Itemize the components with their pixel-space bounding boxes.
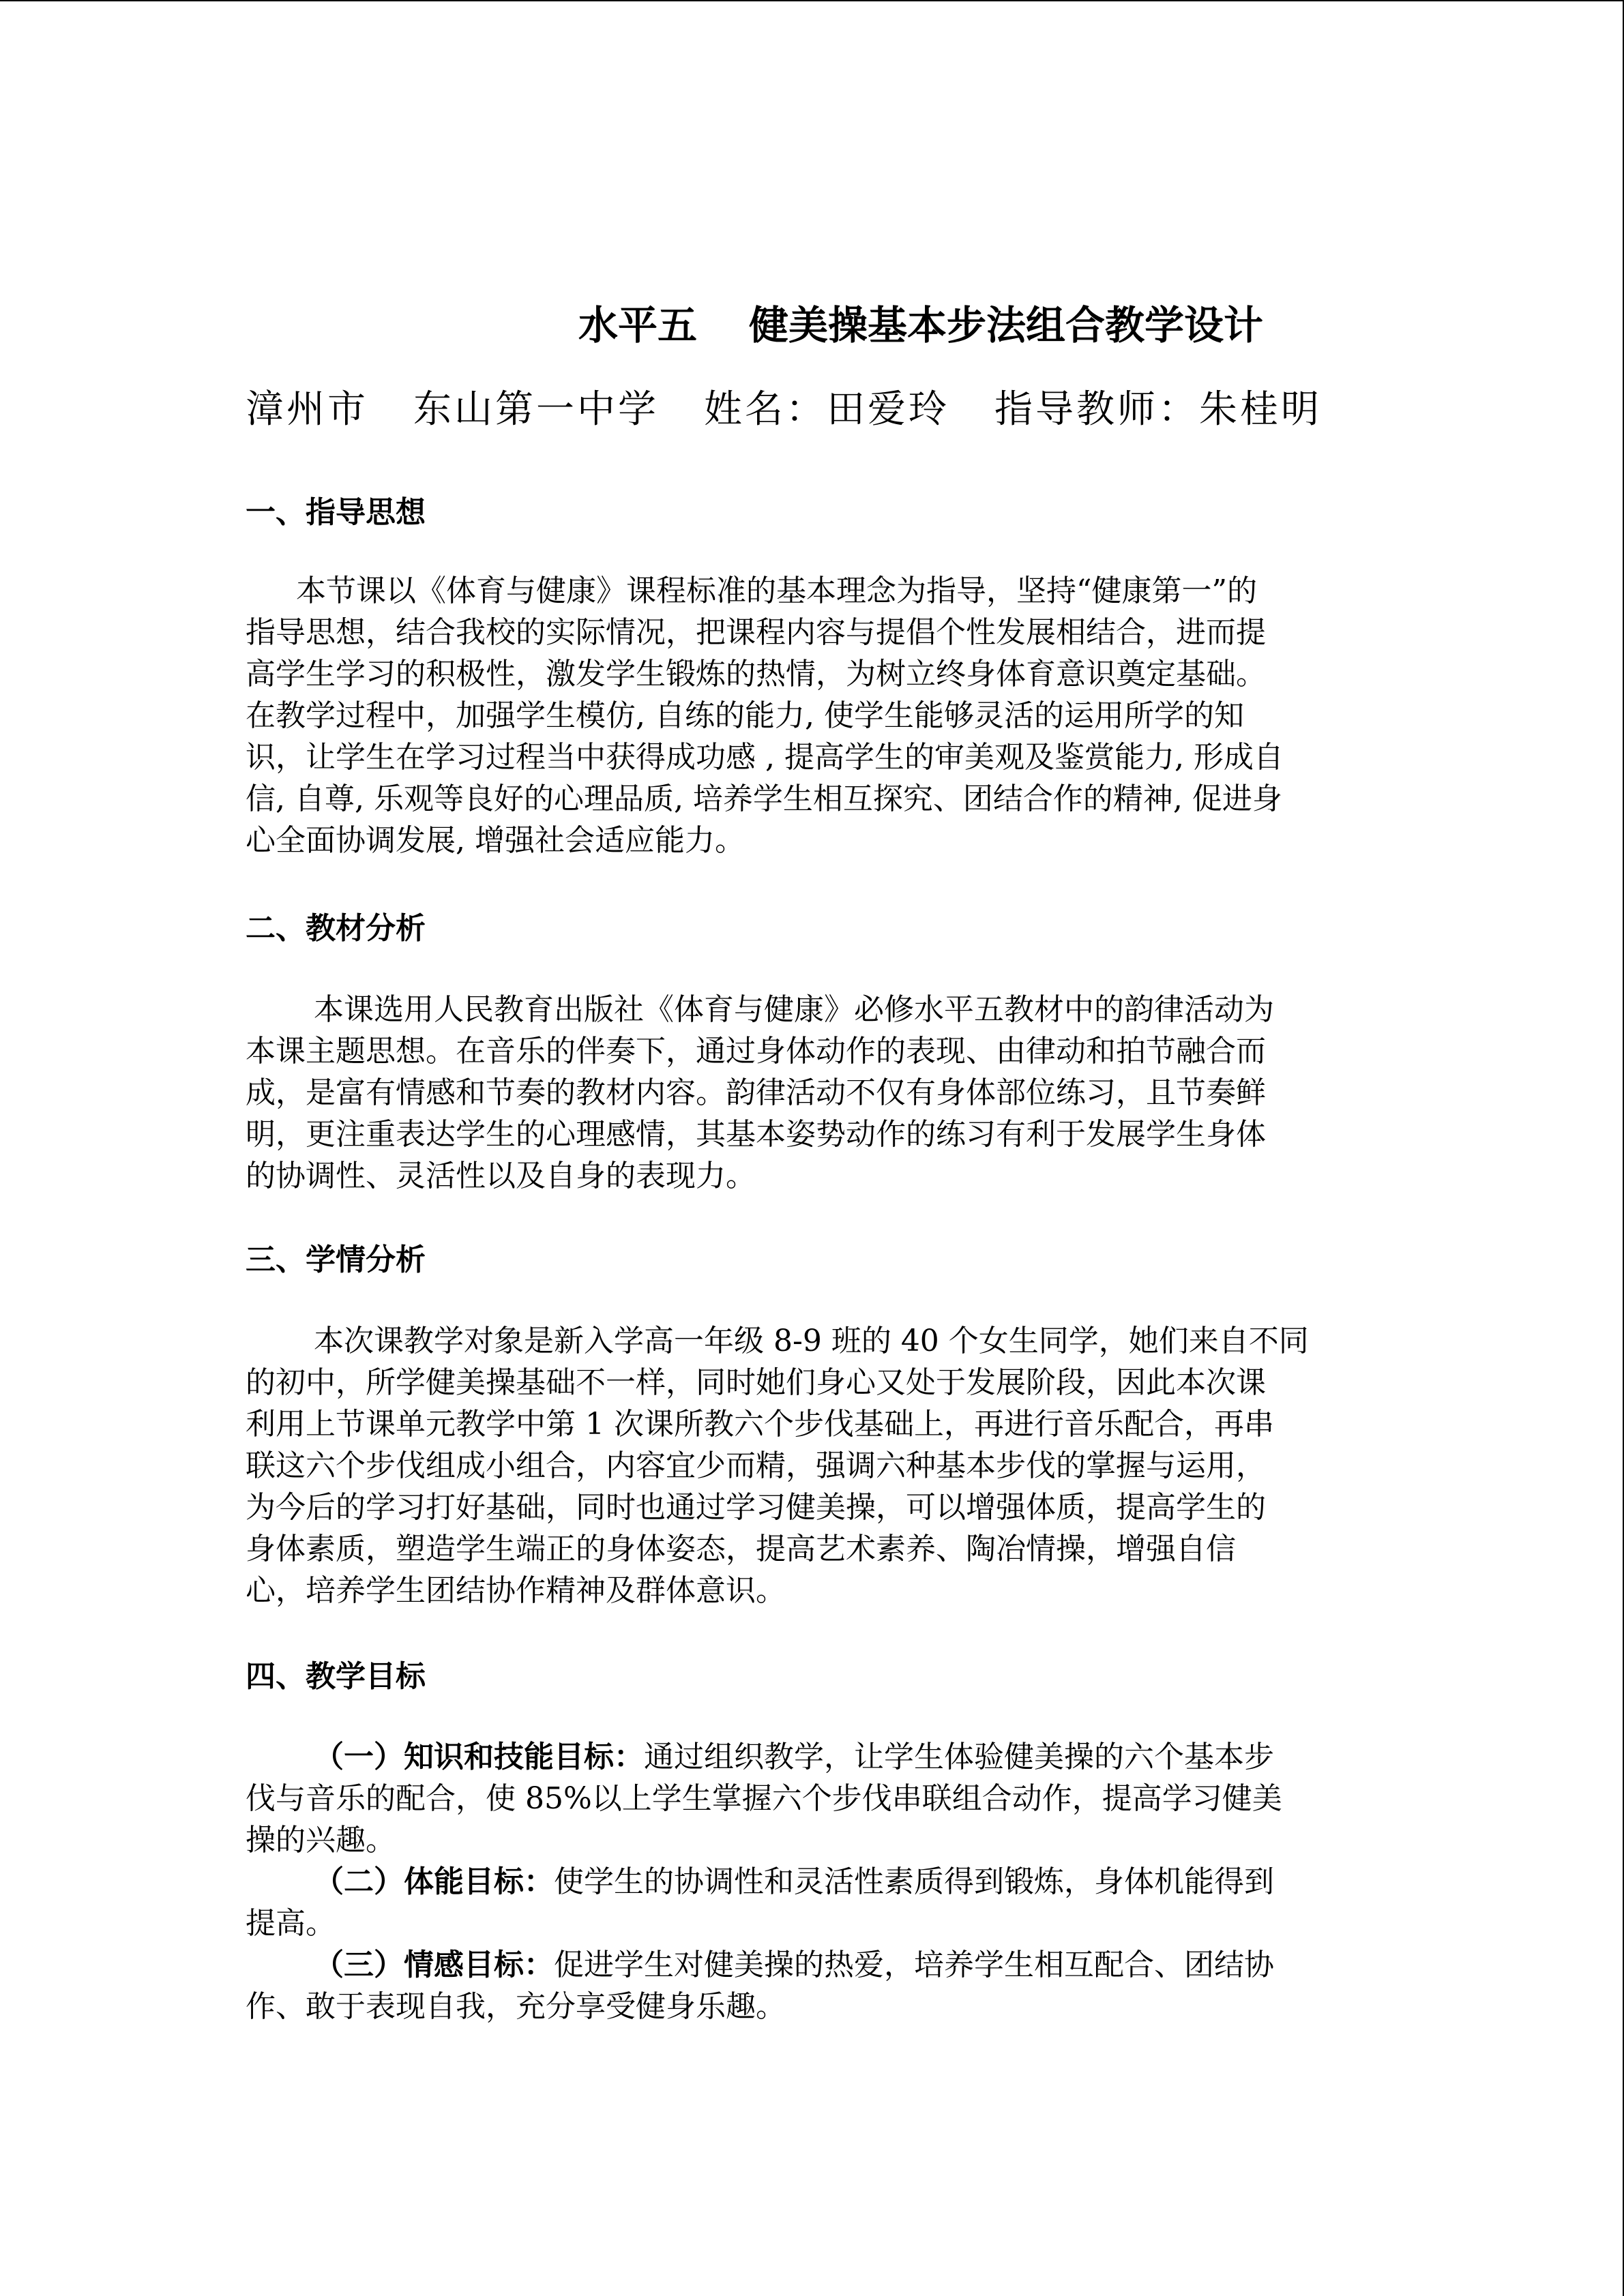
page-border-top [0, 0, 1624, 1]
subtitle-advisor: 指导教师：朱桂明 [994, 387, 1322, 432]
paragraph-line: 利用上节课单元教学中第 1 次课所教六个步伐基础上，再进行音乐配合，再串 [246, 1407, 1274, 1442]
paragraph-line: 高学生学习的积极性，激发学生锻炼的热情，为树立终身体育意识奠定基础。 [246, 657, 1266, 691]
objective-knowledge-skills [246, 1736, 1378, 1778]
paragraph-line: 联这六个步伐组成小组合，内容宜少而精，强调六种基本步伐的掌握与运用， [246, 1448, 1266, 1483]
paragraph-line: 伐与音乐的配合，使 85%以上学生掌握六个步伐串联组合动作，提高学习健美 [246, 1781, 1282, 1816]
paragraph-line: 作、敢于表现自我，充分享受健身乐趣。 [246, 1989, 786, 2024]
title-name: 健美操基本步法组合教学设计 [749, 302, 1264, 348]
section-heading-teaching-objectives: 四、教学目标 [246, 1659, 426, 1694]
paragraph-line: 识，让学生在学习过程当中获得成功感 , 提高学生的审美观及鉴赏能力, 形成自 [246, 740, 1284, 775]
section-paragraph-material-analysis [246, 989, 1378, 1197]
paragraph-line: 操的兴趣。 [246, 1823, 396, 1858]
paragraph-line: 心，培养学生团结协作精神及群体意识。 [246, 1573, 786, 1608]
paragraph-line: 本课选用人民教育出版社《体育与健康》必修水平五教材中的韵律活动为 [314, 992, 1274, 1027]
section-heading-student-analysis: 三、学情分析 [246, 1242, 426, 1277]
paragraph-line: 本节课以《体育与健康》课程标准的基本理念为指导，坚持“健康第一”的 [296, 573, 1257, 608]
document-subtitle [246, 379, 1596, 441]
objective-text: 通过组织教学，让学生体验健美操的六个基本步 [644, 1740, 1274, 1774]
paragraph-line: 身体素质，塑造学生端正的身体姿态，提高艺术素养、陶冶情操，增强自信 [246, 1532, 1236, 1566]
section-paragraph-teaching-objectives [246, 1736, 1378, 2027]
paragraph-line: 成，是富有情感和节奏的教材内容。韵律活动不仅有身体部位练习，且节奏鲜 [246, 1075, 1266, 1110]
paragraph-line: 的协调性、灵活性以及自身的表现力。 [246, 1159, 756, 1193]
section-heading-guiding-ideology: 一、指导思想 [246, 495, 426, 530]
objective-emotional [246, 1944, 1378, 1986]
paragraph-line: 信, 自尊, 乐观等良好的心理品质, 培养学生相互探究、团结合作的精神, 促进身 [246, 781, 1282, 816]
paragraph-line: 的初中，所学健美操基础不一样，同时她们身心又处于发展阶段，因此本次课 [246, 1365, 1266, 1400]
section-heading-material-analysis: 二、教材分析 [246, 911, 426, 946]
paragraph-line: 指导思想，结合我校的实际情况，把课程内容与提倡个性发展相结合，进而提 [246, 615, 1266, 650]
objective-physical-fitness [246, 1861, 1378, 1903]
document-title [246, 295, 1596, 356]
paragraph-line: 本课主题思想。在音乐的伴奏下，通过身体动作的表现、由律动和拍节融合而 [246, 1034, 1266, 1069]
paragraph-line: 提高。 [246, 1906, 336, 1941]
objective-label: （二）体能目标： [314, 1864, 554, 1899]
subtitle-city: 漳州市 [246, 387, 368, 432]
section-paragraph-student-analysis [246, 1320, 1378, 1611]
objective-text: 使学生的协调性和灵活性素质得到锻炼，身体机能得到 [554, 1864, 1274, 1899]
section-paragraph-guiding-ideology [246, 570, 1378, 861]
objective-label: （三）情感目标： [314, 1948, 554, 1982]
paragraph-line: 在教学过程中，加强学生模仿, 自练的能力, 使学生能够灵活的运用所学的知 [246, 698, 1244, 733]
paragraph-line: 明，更注重表达学生的心理感情，其基本姿势动作的练习有利于发展学生身体 [246, 1117, 1266, 1152]
objective-label: （一）知识和技能目标： [314, 1740, 644, 1774]
subtitle-school: 东山第一中学 [413, 387, 659, 432]
subtitle-author: 姓名：田爱玲 [704, 387, 949, 432]
title-level: 水平五 [578, 302, 697, 348]
paragraph-line: 心全面协调发展, 增强社会适应能力。 [246, 823, 745, 858]
paragraph-line: 为今后的学习打好基础，同时也通过学习健美操，可以增强体质，提高学生的 [246, 1490, 1266, 1525]
paragraph-line: 本次课教学对象是新入学高一年级 8-9 班的 40 个女生同学，她们来自不同 [314, 1324, 1309, 1358]
objective-text: 促进学生对健美操的热爱，培养学生相互配合、团结协 [554, 1948, 1274, 1982]
